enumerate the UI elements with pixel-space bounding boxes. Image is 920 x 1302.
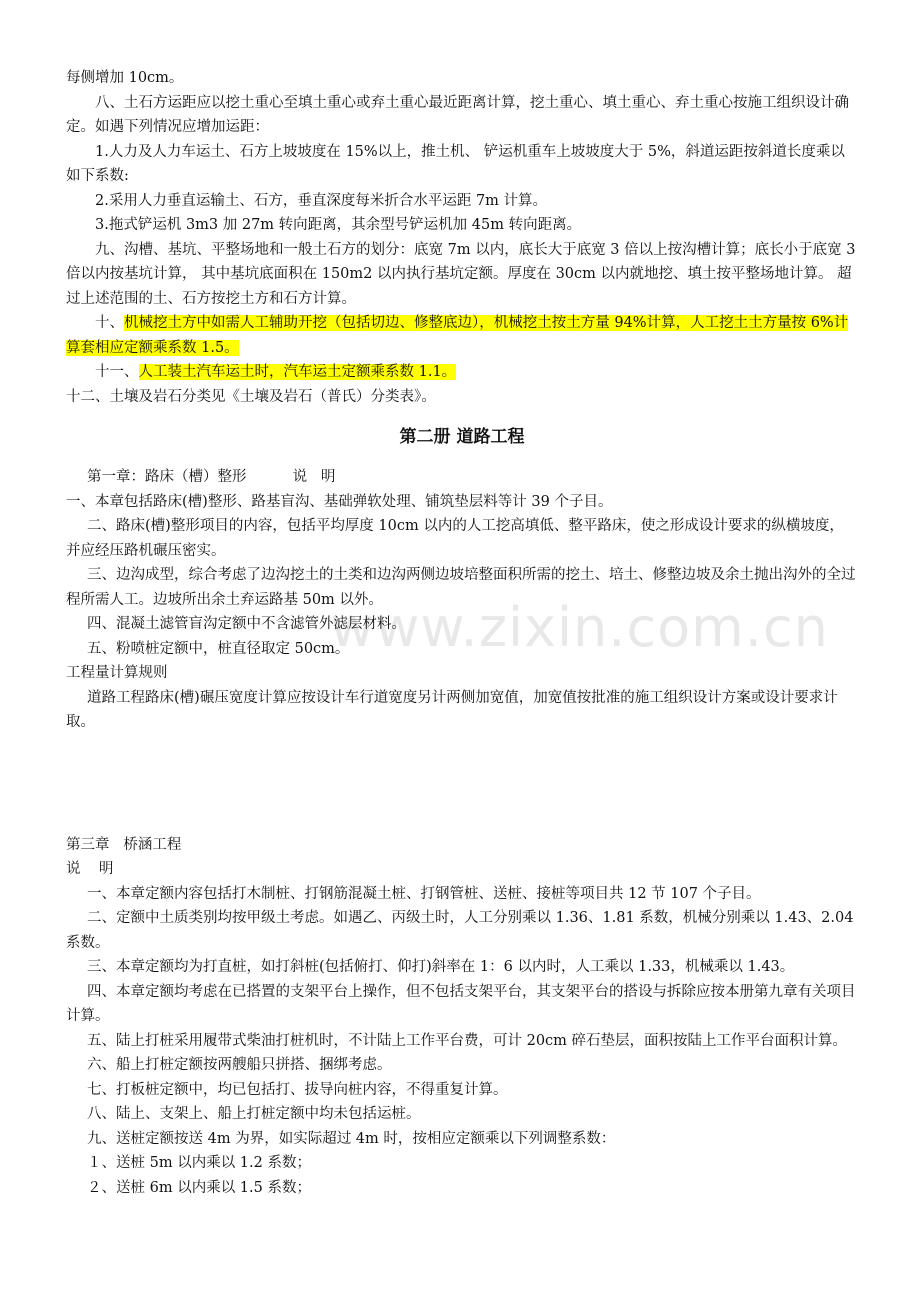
item-11-prefix: 十一、 (95, 364, 139, 380)
list-item: 六、船上打桩定额按两艘船只拼搭、捆绑考虑。 (87, 1057, 392, 1073)
list-item: 一、本章包括路床(槽)整形、路基盲沟、基础弹软处理、铺筑垫层料等计 39 个子目。 (66, 493, 613, 510)
paragraph-continuation: 每侧增加 10cm。 (66, 70, 184, 86)
document-page (66, 66, 858, 1200)
paragraph-item-8-3: 3.拖式铲运机 3m3 加 27m 转向距离，其余型号铲运机加 45m 转向距离。 (95, 217, 582, 233)
paragraph-item-12: 十二、土壤及岩石分类见《土壤及岩石（普氏）分类表》。 (66, 388, 436, 405)
watermark: www.zixin.com.cn (330, 596, 829, 659)
list-item: 三、边沟成型，综合考虑了边沟挖土的土类和边沟两侧边坡培整面积所需的挖土、培土、修整边坡及余土抛出沟外的全过程所需人工。边坡所出余土弃运路基 50m 以外。 (66, 567, 856, 608)
list-item: 九、送桩定额按送 4m 为界，如实际超过 4m 时，按相应定额乘以下列调整系数： (87, 1130, 616, 1147)
list-item: 三、本章定额均为打直桩，如打斜桩(包括俯打、仰打)斜率在 1：6 以内时，人工乘以 1.33，机械乘以 1.43。 (87, 959, 795, 975)
rules-text: 道路工程路床(槽)碾压宽度计算应按设计车行道宽度另计两侧加宽值，加宽值按批准的施工组织设计方案或设计要求计取。 (66, 689, 838, 730)
rules-heading: 工程量计算规则 (66, 665, 168, 681)
chapter-heading: 第一章：路床（槽）整形 说 明 (87, 469, 336, 485)
list-item: 二、定额中土质类别均按甲级土考虑。如遇乙、丙级土时，人工分别乘以 1.36、1.81 系数，机械分别乘以 1.43、2.04 系数。 (66, 910, 854, 951)
sub-list-item: １、送桩 5m 以内乘以 1.2 系数； (87, 1155, 311, 1171)
list-item: 七、打板桩定额中，均已包括打、拔导向桩内容，不得重复计算。 (87, 1081, 508, 1098)
paragraph-item-10 (66, 311, 858, 360)
list-item: 八、陆上、支架上、船上打桩定额中均未包括运桩。 (87, 1106, 421, 1122)
paragraph-item-8: 八、土石方运距应以挖土重心至填土重心或弃土重心最近距离计算，挖土重心、填土重心、弃土重心按施工组织设计确定。如遇下列情况应增加运距： (66, 94, 849, 135)
list-item: 四、本章定额均考虑在已搭置的支架平台上操作，但不包括支架平台，其支架平台的搭设与拆除应按本册第九章有关项目计算。 (66, 983, 856, 1024)
list-item: 二、路床(槽)整形项目的内容，包括平均厚度 10cm 以内的人工挖高填低、整平路床，使之形成设计要求的纵横坡度，并应经压路机碾压密实。 (66, 518, 844, 559)
list-item: 五、陆上打桩采用履带式柴油打桩机时，不计陆上工作平台费，可计 20cm 碎石垫层，面积按陆上工作平台面积计算。 (87, 1032, 848, 1049)
paragraph-item-8-1: 1.人力及人力车运土、石方上坡坡度在 15%以上，推土机、 铲运机重车上坡坡度大于 5%，斜道运距按斜道长度乘以如下系数: (66, 143, 845, 184)
paragraph-item-8-2: 2.采用人力垂直运输土、石方，垂直深度每米折合水平运距 7m 计算。 (95, 192, 548, 209)
highlighted-text: 人工装土汽车运土时，汽车运土定额乘系数 1.1。 (138, 364, 457, 380)
list-item: 一、本章定额内容包括打木制桩、打钢筋混凝土桩、打钢管桩、送桩、接桩等项目共 12 节 107 个子目。 (87, 885, 761, 902)
chapter-heading: 第三章 桥涵工程 (66, 836, 182, 853)
sub-list-item: ２、送桩 6m 以内乘以 1.5 系数； (87, 1179, 311, 1196)
highlighted-text: 机械挖土方中如需人工辅助开挖（包括切边、修整底边），机械挖土按土方量 94%计算，人工挖土土方量按 6%计算套相应定额乘系数 1.5。 (66, 315, 849, 356)
list-item: 五、粉喷桩定额中，桩直径取定 50cm。 (87, 640, 350, 657)
section-label: 说 明 (66, 861, 114, 877)
list-item: 四、混凝土滤管盲沟定额中不含滤管外滤层材料。 (87, 616, 406, 632)
volume-title: 第二册 道路工程 (399, 427, 525, 447)
item-10-prefix: 十、 (95, 315, 124, 331)
paragraph-item-11 (66, 360, 858, 385)
paragraph-item-9: 九、沟槽、基坑、平整场地和一般土石方的划分：底宽 7m 以内，底长大于底宽 3 倍以上按沟槽计算；底长小于底宽 3 倍以内按基坑计算， 其中基坑底面积在 150m2 以内执行基坑定额。厚度在 30cm 以内就地挖、填土按平整场地计算。 超过上述范围的土、石方按挖土方和石方计算。 (66, 241, 856, 307)
